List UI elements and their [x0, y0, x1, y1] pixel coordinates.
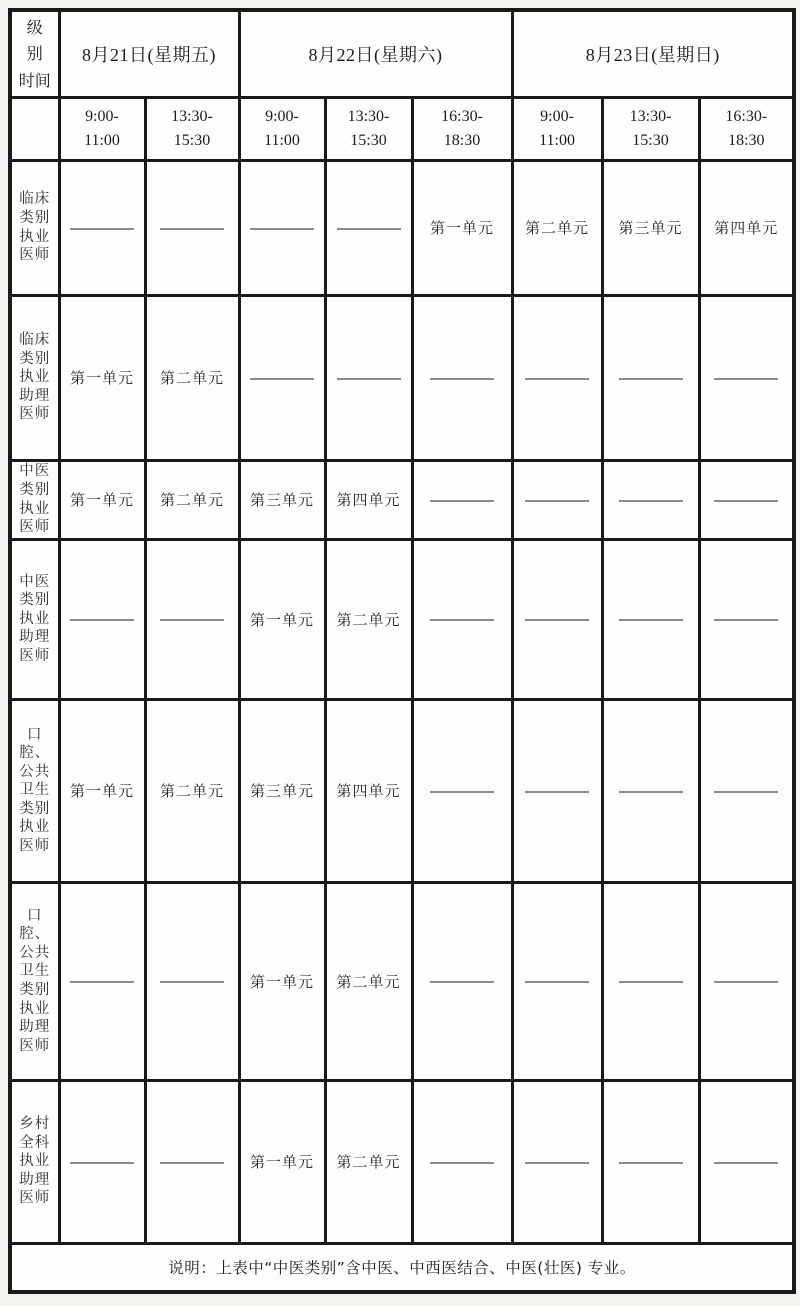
unit-label: 第一单元 — [249, 1153, 314, 1171]
dash-placeholder — [70, 619, 134, 621]
dash-placeholder — [430, 981, 494, 983]
unit-label: 第一单元 — [69, 782, 134, 800]
unit-label: 第一单元 — [69, 491, 134, 509]
time-start: 9:00- — [540, 108, 574, 126]
schedule-cell — [145, 539, 239, 699]
corner-label-lines — [12, 15, 58, 93]
dash-placeholder — [337, 378, 401, 380]
time-header-cell — [699, 97, 794, 160]
corner-label-line: 级 — [26, 17, 43, 37]
schedule-cell — [512, 1080, 602, 1243]
schedule-cell — [59, 699, 145, 882]
schedule-cell — [239, 160, 325, 295]
time-end: 11:00 — [539, 131, 575, 149]
schedule-cell — [412, 1080, 512, 1243]
schedule-cell — [699, 699, 794, 882]
schedule-cell — [325, 295, 412, 460]
time-header-cell — [602, 97, 699, 160]
category-line: 执业 — [19, 228, 51, 245]
category-line: 临床 — [19, 191, 51, 208]
schedule-cell — [145, 295, 239, 460]
table-row — [10, 882, 794, 1080]
schedule-cell — [412, 460, 512, 539]
category-line: 卫生 — [19, 782, 51, 799]
dash-placeholder — [619, 619, 683, 621]
schedule-cell — [325, 1080, 412, 1243]
dash-placeholder — [160, 228, 224, 230]
time-header-cell — [145, 97, 239, 160]
table-row — [10, 295, 794, 460]
time-header-cell — [325, 97, 412, 160]
dash-placeholder — [250, 378, 314, 380]
schedule-cell — [59, 460, 145, 539]
unit-label: 第一单元 — [69, 369, 134, 387]
time-end: 11:00 — [264, 131, 300, 149]
schedule-cell — [325, 539, 412, 699]
schedule-cell — [512, 699, 602, 882]
dash-placeholder — [619, 378, 683, 380]
schedule-cell — [699, 882, 794, 1080]
schedule-cell — [59, 539, 145, 699]
date-header-cell — [59, 10, 239, 97]
category-line: 口 — [27, 726, 43, 743]
time-start: 16:30- — [725, 108, 768, 126]
schedule-cell — [59, 1080, 145, 1243]
table-row — [10, 460, 794, 539]
category-line: 乡村 — [19, 1116, 51, 1133]
time-header-cell — [239, 97, 325, 160]
note-text: 说明：上表中“中医类别”含中医、中西医结合、中医(壮医) 专业。 — [168, 1259, 636, 1278]
dash-placeholder — [250, 228, 314, 230]
category-line: 卫生 — [19, 963, 51, 980]
category-header-cell — [10, 539, 59, 699]
category-header-cell — [10, 882, 59, 1080]
category-line: 医师 — [19, 1037, 51, 1054]
time-start: 16:30- — [441, 108, 483, 126]
category-line: 公共 — [19, 944, 51, 961]
schedule-cell — [239, 882, 325, 1080]
dash-placeholder — [160, 619, 224, 621]
date-header-label: 8月22日(星期六) — [308, 44, 443, 65]
table-row — [10, 699, 794, 882]
category-line: 口 — [27, 907, 43, 924]
time-header-cell — [512, 97, 602, 160]
table-row — [10, 160, 794, 295]
category-line: 腔、 — [19, 926, 51, 943]
time-end: 15:30 — [350, 131, 387, 149]
unit-label: 第四单元 — [336, 491, 401, 509]
date-header-row — [10, 10, 794, 97]
schedule-cell — [412, 882, 512, 1080]
dash-placeholder — [337, 228, 401, 230]
schedule-cell — [512, 295, 602, 460]
category-line: 临床 — [19, 332, 51, 349]
unit-label: 第二单元 — [159, 369, 224, 387]
time-start: 13:30- — [347, 108, 390, 126]
category-line: 执业 — [19, 610, 51, 627]
category-line: 执业 — [19, 1153, 51, 1170]
schedule-cell — [59, 160, 145, 295]
dash-placeholder — [160, 1162, 224, 1164]
schedule-cell — [59, 882, 145, 1080]
schedule-cell — [325, 160, 412, 295]
dash-placeholder — [714, 1162, 778, 1164]
dash-placeholder — [525, 791, 589, 793]
schedule-cell — [412, 160, 512, 295]
corner-header-cell — [10, 10, 59, 97]
schedule-cell — [602, 160, 699, 295]
category-header-cell — [10, 1080, 59, 1243]
category-line: 类别 — [19, 350, 51, 367]
unit-label: 第二单元 — [336, 972, 401, 991]
category-header-cell — [10, 160, 59, 295]
time-header-row — [10, 97, 794, 160]
time-end: 18:30 — [728, 131, 765, 149]
corner-label-line: 时间 — [18, 70, 51, 90]
schedule-cell — [145, 460, 239, 539]
unit-label: 第四单元 — [336, 782, 401, 800]
schedule-cell — [145, 160, 239, 295]
category-header-cell — [10, 699, 59, 882]
category-line: 执业 — [19, 369, 51, 386]
category-line: 中医 — [19, 463, 51, 480]
category-line: 执业 — [19, 1000, 51, 1017]
schedule-cell — [602, 539, 699, 699]
category-line: 医师 — [19, 519, 51, 536]
category-line: 类别 — [19, 592, 51, 609]
table-row — [10, 1080, 794, 1243]
unit-label: 第三单元 — [618, 219, 683, 237]
dash-placeholder — [714, 791, 778, 793]
date-header-label: 8月23日(星期日) — [585, 44, 720, 65]
category-line: 公共 — [19, 763, 51, 780]
table-row — [10, 539, 794, 699]
schedule-cell — [512, 160, 602, 295]
dash-placeholder — [430, 378, 494, 380]
category-line: 医师 — [19, 837, 51, 854]
category-line: 类别 — [19, 982, 51, 998]
schedule-cell — [699, 160, 794, 295]
category-header-cell — [10, 295, 59, 460]
schedule-cell — [602, 882, 699, 1080]
dash-placeholder — [525, 378, 589, 380]
unit-label: 第一单元 — [430, 219, 495, 237]
time-start: 9:00- — [85, 108, 119, 126]
unit-label: 第一单元 — [249, 972, 314, 991]
category-line: 助理 — [19, 1019, 51, 1036]
note-row — [10, 1243, 794, 1292]
dash-placeholder — [525, 619, 589, 621]
exam-schedule-table — [8, 8, 796, 1294]
schedule-cell — [145, 699, 239, 882]
category-line: 助理 — [19, 1171, 51, 1188]
schedule-cell — [602, 460, 699, 539]
schedule-cell — [145, 882, 239, 1080]
dash-placeholder — [714, 981, 778, 983]
dash-placeholder — [714, 619, 778, 621]
time-start: 13:30- — [629, 108, 672, 126]
unit-label: 第二单元 — [159, 491, 224, 509]
time-end: 15:30 — [632, 131, 669, 149]
corner-label-line: 别 — [26, 44, 43, 64]
schedule-cell — [59, 295, 145, 460]
schedule-cell — [325, 882, 412, 1080]
dash-placeholder — [430, 791, 494, 793]
time-start: 13:30- — [171, 108, 213, 126]
category-line: 助理 — [19, 387, 51, 404]
dash-placeholder — [70, 981, 134, 983]
unit-label: 第一单元 — [249, 610, 314, 629]
date-header-cell — [239, 10, 512, 97]
time-end: 11:00 — [84, 131, 120, 149]
table-footer — [10, 1243, 794, 1292]
schedule-cell — [412, 699, 512, 882]
schedule-cell — [699, 539, 794, 699]
dash-placeholder — [70, 228, 134, 230]
schedule-cell — [239, 295, 325, 460]
schedule-cell — [239, 699, 325, 882]
category-line: 类别 — [19, 481, 51, 498]
table-header — [10, 10, 794, 160]
schedule-cell — [699, 295, 794, 460]
schedule-cell — [699, 1080, 794, 1243]
category-line: 医师 — [19, 247, 51, 264]
dash-placeholder — [714, 378, 778, 380]
table-body — [10, 160, 794, 1243]
dash-placeholder — [525, 1162, 589, 1164]
date-header-label: 8月21日(星期五) — [82, 44, 216, 65]
category-line: 执业 — [19, 819, 51, 836]
time-start: 9:00- — [265, 108, 299, 126]
unit-label: 第二单元 — [159, 782, 224, 800]
time-end: 15:30 — [173, 131, 211, 149]
category-header-cell — [10, 460, 59, 539]
unit-label: 第三单元 — [249, 782, 314, 800]
dash-placeholder — [619, 791, 683, 793]
dash-placeholder — [70, 1162, 134, 1164]
schedule-cell — [699, 460, 794, 539]
category-line: 类别 — [19, 800, 51, 817]
unit-label: 第四单元 — [714, 219, 779, 237]
dash-placeholder — [160, 981, 224, 983]
schedule-cell — [602, 699, 699, 882]
schedule-cell — [145, 1080, 239, 1243]
category-line: 全科 — [19, 1134, 51, 1151]
dash-placeholder — [714, 500, 778, 502]
unit-label: 第三单元 — [249, 491, 314, 509]
schedule-cell — [239, 1080, 325, 1243]
schedule-cell — [239, 539, 325, 699]
category-line: 医师 — [19, 647, 51, 664]
time-end: 18:30 — [443, 131, 481, 149]
category-line: 助理 — [19, 629, 51, 646]
time-header-cell — [412, 97, 512, 160]
schedule-cell — [325, 699, 412, 882]
category-line: 医师 — [19, 406, 51, 423]
schedule-cell — [239, 460, 325, 539]
unit-label: 第二单元 — [525, 219, 590, 237]
schedule-cell — [512, 460, 602, 539]
category-line: 中医 — [19, 573, 51, 590]
unit-label: 第二单元 — [336, 610, 401, 629]
dash-placeholder — [430, 1162, 494, 1164]
schedule-cell — [602, 1080, 699, 1243]
category-line: 医师 — [19, 1190, 51, 1207]
dash-placeholder — [619, 981, 683, 983]
schedule-cell — [325, 460, 412, 539]
schedule-cell — [412, 295, 512, 460]
category-line: 腔、 — [19, 745, 51, 762]
schedule-cell — [602, 295, 699, 460]
unit-label: 第二单元 — [336, 1153, 401, 1171]
note-cell — [10, 1243, 794, 1292]
schedule-cell — [412, 539, 512, 699]
dash-placeholder — [525, 500, 589, 502]
dash-placeholder — [430, 500, 494, 502]
category-line: 执业 — [19, 500, 51, 517]
time-header-cell — [59, 97, 145, 160]
empty-header-cell — [10, 97, 59, 160]
dash-placeholder — [525, 981, 589, 983]
schedule-cell — [512, 539, 602, 699]
dash-placeholder — [430, 619, 494, 621]
dash-placeholder — [619, 500, 683, 502]
date-header-cell — [512, 10, 794, 97]
schedule-cell — [512, 882, 602, 1080]
category-line: 类别 — [19, 209, 51, 226]
dash-placeholder — [619, 1162, 683, 1164]
